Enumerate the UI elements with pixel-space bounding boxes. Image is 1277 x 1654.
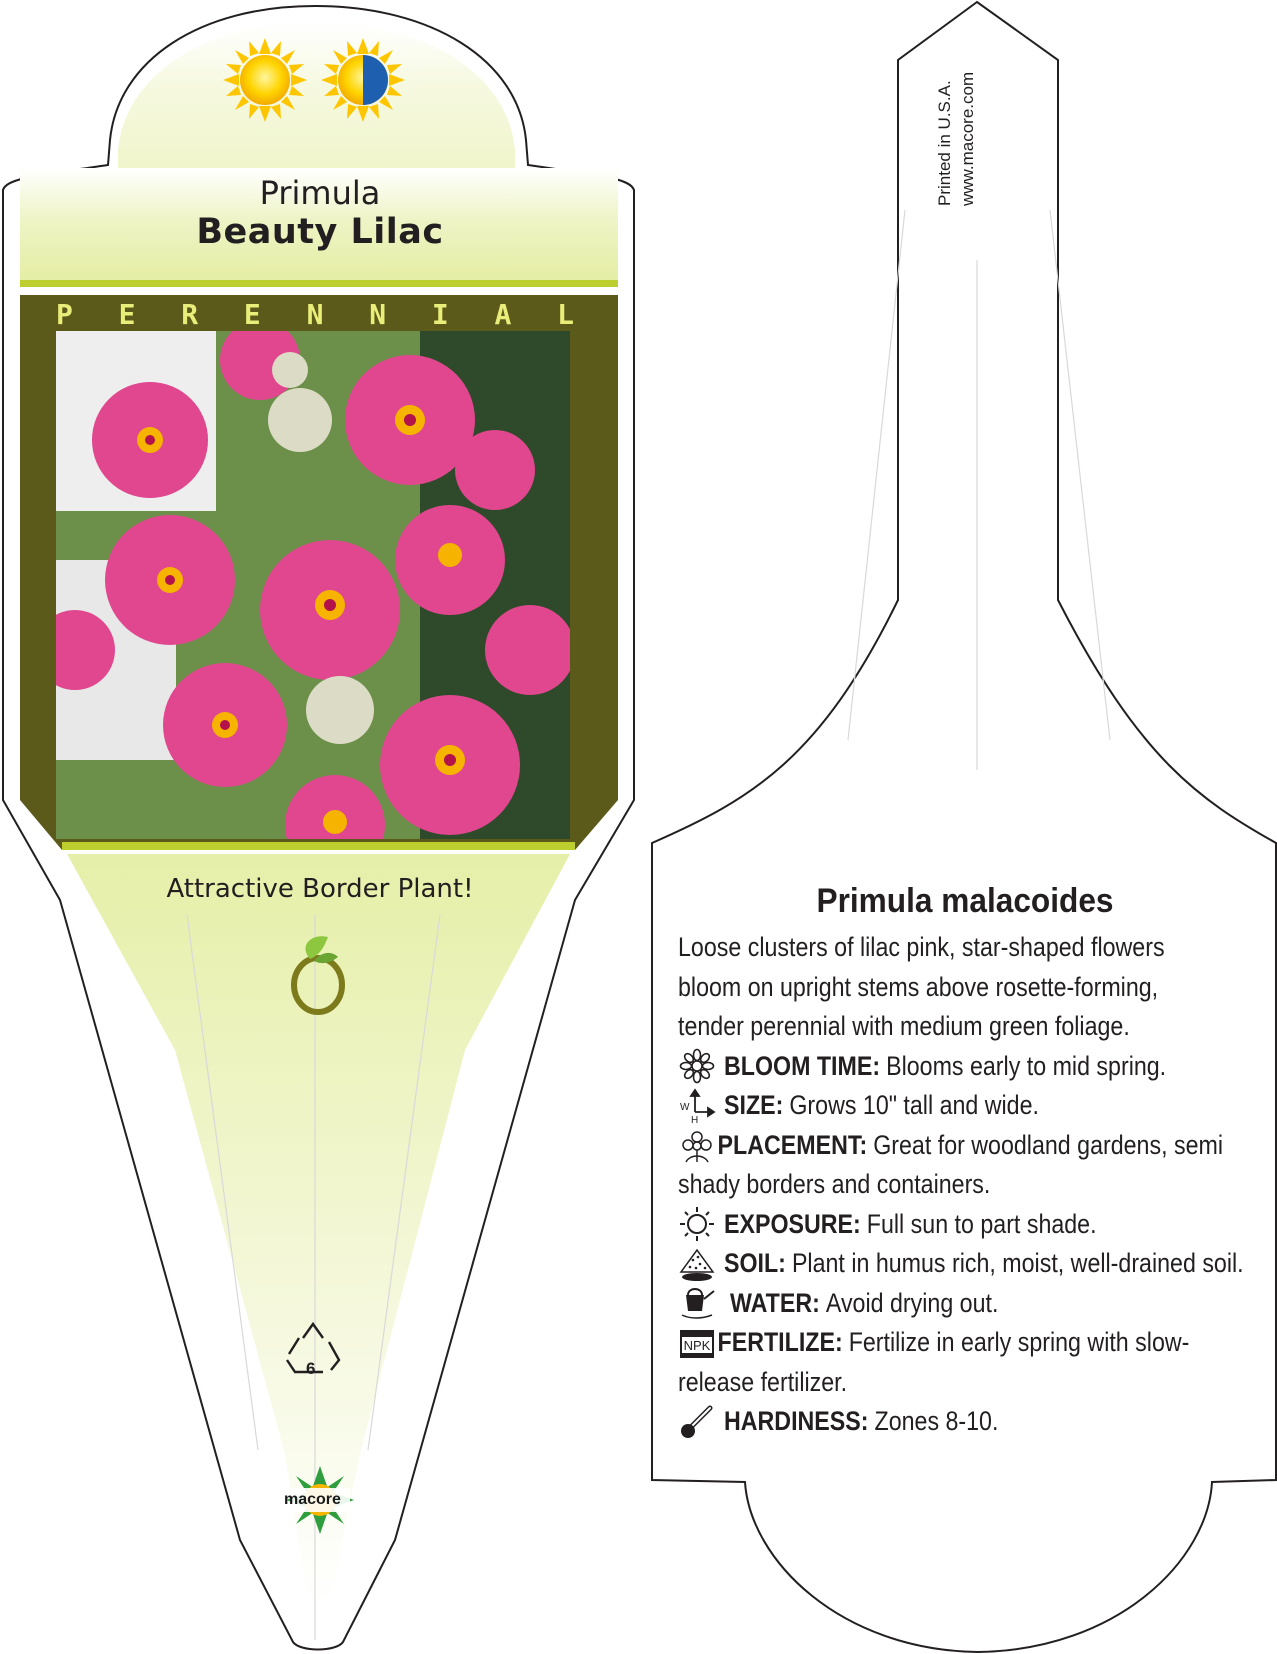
website-line: www.macore.com (958, 71, 977, 206)
printed-credit (935, 42, 977, 242)
attr-label: BLOOM TIME: (724, 1050, 881, 1081)
part-sun-icon (321, 38, 405, 122)
category-letter: N (306, 298, 324, 331)
brand-logo-text: macore (284, 1491, 341, 1508)
full-sun-icon (223, 38, 307, 122)
plant-care-text (678, 928, 1258, 1442)
attr-label: HARDINESS: (724, 1406, 869, 1436)
sun-outline-icon (678, 1206, 716, 1242)
thermometer-icon (678, 1404, 716, 1440)
attr-placement (678, 1126, 1258, 1205)
attr-hardiness (678, 1402, 1258, 1442)
printed-line: Printed in U.S.A. (935, 80, 954, 206)
variety-name: Beauty Lilac (196, 212, 444, 252)
npk-icon-text: NPK (683, 1338, 711, 1353)
description: Loose clusters of lilac pink, star-shaped flowers bloom on upright stems above rosette-forming, tender perennial with medium green foliage. (678, 932, 1165, 1041)
attr-fertilize (678, 1323, 1258, 1402)
category-letter: N (369, 298, 387, 331)
attr-size (678, 1086, 1258, 1126)
attr-bloom-time (678, 1047, 1258, 1087)
attr-label: WATER: (730, 1287, 820, 1318)
attr-label: SOIL: (724, 1248, 786, 1278)
attr-value: Avoid drying out. (825, 1287, 999, 1318)
category-letter: R (181, 298, 199, 331)
category-label (56, 298, 574, 331)
recycle-code: 6 (306, 1359, 316, 1378)
attr-value: Grows 10" tall and wide. (789, 1090, 1039, 1120)
attr-value: Great for woodland gardens, semi shady borders and containers. (678, 1129, 1223, 1199)
watering-can-icon (678, 1285, 716, 1321)
category-letter: L (557, 298, 574, 331)
attr-exposure (678, 1205, 1258, 1245)
category-letter: E (243, 298, 261, 331)
size-icon-w: W (680, 1101, 690, 1113)
species-name: Primula malacoides (816, 882, 1114, 920)
attr-value: Full sun to part shade. (866, 1208, 1097, 1239)
attr-label: PLACEMENT: (717, 1129, 868, 1160)
attr-value: Fertilize in early spring with slow-release fertilizer. (678, 1327, 1190, 1397)
soil-icon (678, 1246, 716, 1282)
category-letter: I (431, 298, 449, 331)
category-letter: A (494, 298, 512, 331)
attr-value: Zones 8-10. (874, 1406, 999, 1436)
tagline: Attractive Border Plant! (166, 874, 474, 904)
attr-water (678, 1284, 1258, 1324)
attr-value: Blooms early to mid spring. (886, 1050, 1167, 1081)
attr-soil (678, 1244, 1258, 1284)
flower-icon (678, 1048, 716, 1084)
attr-label: SIZE: (724, 1090, 784, 1120)
genus-name: Primula (259, 174, 381, 212)
category-letter: P (56, 298, 73, 331)
category-letter: E (118, 298, 136, 331)
attr-label: FERTILIZE: (717, 1327, 843, 1357)
size-icon-h: H (691, 1114, 699, 1124)
attr-value: Plant in humus rich, moist, well-drained soil. (791, 1248, 1244, 1278)
size-icon (678, 1088, 716, 1124)
attr-label: EXPOSURE: (724, 1208, 861, 1239)
